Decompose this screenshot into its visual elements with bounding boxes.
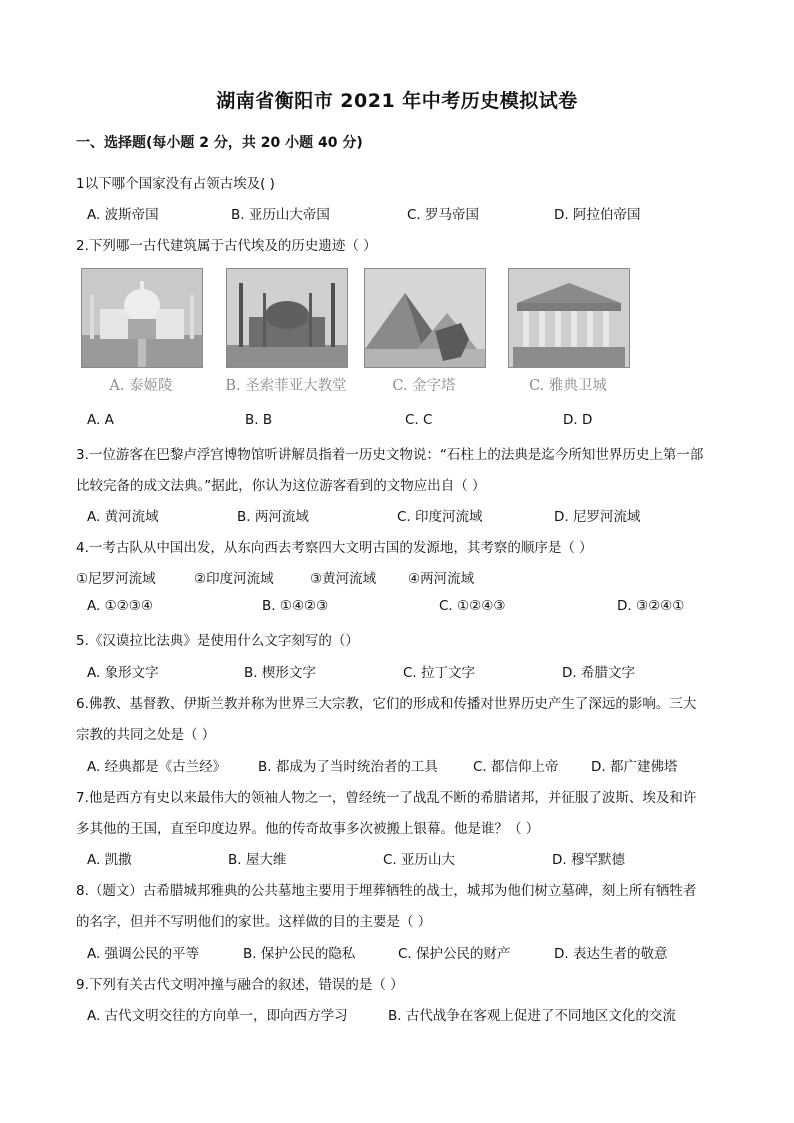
option-a[interactable]: A. 波斯帝国: [87, 207, 159, 223]
option-a[interactable]: A. 古代文明交往的方向单一，即向西方学习: [87, 1008, 348, 1024]
question-4-options: [87, 598, 727, 618]
option-d[interactable]: D. 尼罗河流域: [554, 509, 641, 525]
taj-mahal-photo: [81, 268, 203, 368]
image-caption-d: C. 雅典卫城: [529, 378, 607, 394]
question-3-options: [87, 505, 727, 525]
option-c[interactable]: C. 保护公民的财产: [398, 946, 511, 962]
option-a[interactable]: A. 凯撒: [87, 852, 132, 868]
option-a[interactable]: A. ①②③④: [87, 598, 153, 614]
option-b[interactable]: B. 屋大维: [228, 852, 287, 868]
option-b[interactable]: B. 都成为了当时统治者的工具: [258, 759, 438, 775]
option-b[interactable]: B. 保护公民的隐私: [243, 946, 356, 962]
option-c[interactable]: C. 拉丁文字: [403, 665, 476, 681]
image-caption-c: C. 金字塔: [392, 378, 456, 394]
question-6-options: [87, 755, 727, 775]
question-8-options: [87, 942, 727, 962]
question-4-items: [76, 567, 716, 587]
option-a[interactable]: A. 经典都是《古兰经》: [87, 759, 227, 775]
option-c[interactable]: C. 罗马帝国: [407, 207, 480, 223]
option-a[interactable]: A. 象形文字: [87, 665, 159, 681]
image-caption-a: A. 泰姬陵: [109, 378, 173, 394]
question-7-stem-line-1: 7.他是西方有史以来最伟大的领袖人物之一，曾经统一了战乱不断的希腊诸邦，并征服了波斯、埃及和许: [76, 790, 697, 806]
option-a[interactable]: A. A: [87, 412, 114, 428]
pyramid-photo: [364, 268, 486, 368]
question-9-stem: 9.下列有关古代文明冲撞与融合的叙述，错误的是（ ）: [76, 977, 404, 993]
option-c[interactable]: C. 亚历山大: [383, 852, 456, 868]
question-1-options: [87, 203, 727, 223]
question-1-stem: 1以下哪个国家没有占领古埃及( ): [76, 176, 275, 192]
option-d[interactable]: D. 阿拉伯帝国: [554, 207, 641, 223]
image-caption-b: B. 圣索菲亚大教堂: [225, 378, 347, 394]
question-9-options: [87, 1004, 727, 1024]
item-3: ③黄河流域: [310, 571, 377, 587]
option-a[interactable]: A. 强调公民的平等: [87, 946, 200, 962]
hagia-sophia-photo: [226, 268, 348, 368]
option-d[interactable]: D. 希腊文字: [562, 665, 635, 681]
option-b[interactable]: B. ①④②③: [262, 598, 329, 614]
question-3-stem-line-2: 比较完备的成文法典。”据此，你认为这位游客看到的文物应出自（ ）: [76, 478, 486, 494]
item-2: ②印度河流域: [194, 571, 274, 587]
question-2-stem: 2.下列哪一古代建筑属于古代埃及的历史遗迹（ ）: [76, 238, 377, 254]
section-heading: 一、选择题(每小题 2 分，共 20 小题 40 分): [76, 135, 363, 151]
option-c[interactable]: C. 都信仰上帝: [473, 759, 559, 775]
exam-title: 湖南省衡阳市 2021 年中考历史模拟试卷: [216, 90, 578, 112]
option-d[interactable]: D. 都广建佛塔: [591, 759, 678, 775]
question-7-options: [87, 848, 727, 868]
option-d[interactable]: D. 穆罕默德: [552, 852, 625, 868]
question-3-stem-line-1: 3.一位游客在巴黎卢浮宫博物馆听讲解员指着一历史文物说：“石柱上的法典是迄今所知世界历史上第一部: [76, 447, 704, 463]
option-b[interactable]: B. 两河流域: [237, 509, 309, 525]
question-8-stem-line-1: 8.（题文）古希腊城邦雅典的公共墓地主要用于埋葬牺牲的战士，城邦为他们树立墓碑，刻上所有牺牲者: [76, 883, 697, 899]
option-b[interactable]: B. B: [245, 412, 273, 428]
option-b[interactable]: B. 古代战争在客观上促进了不同地区文化的交流: [388, 1008, 676, 1024]
question-6-stem-line-2: 宗教的共同之处是（ ）: [76, 727, 216, 743]
question-4-stem: 4.一考古队从中国出发，从东向西去考察四大文明古国的发源地，其考察的顺序是（ ）: [76, 540, 593, 556]
option-b[interactable]: B. 楔形文字: [244, 665, 316, 681]
option-c[interactable]: C. 印度河流域: [397, 509, 483, 525]
option-d[interactable]: D. 表达生者的敬意: [554, 946, 668, 962]
option-c[interactable]: C. C: [405, 412, 433, 428]
option-d[interactable]: D. D: [563, 412, 593, 428]
question-2-options: [87, 412, 727, 432]
question-5-options: [87, 661, 727, 681]
option-a[interactable]: A. 黄河流域: [87, 509, 159, 525]
question-7-stem-line-2: 多其他的王国，直至印度边界。他的传奇故事多次被搬上银幕。他是谁？（ ）: [76, 821, 540, 837]
parthenon-photo: [508, 268, 630, 368]
item-4: ④两河流域: [408, 571, 475, 587]
option-d[interactable]: D. ③②④①: [617, 598, 685, 614]
option-c[interactable]: C. ①②④③: [439, 598, 506, 614]
option-b[interactable]: B. 亚历山大帝国: [231, 207, 330, 223]
question-8-stem-line-2: 的名字，但并不写明他们的家世。这样做的目的主要是（ ）: [76, 914, 432, 930]
question-5-stem: 5.《汉谟拉比法典》是使用什么文字刻写的（）: [76, 633, 359, 649]
item-1: ①尼罗河流域: [76, 571, 156, 587]
question-6-stem-line-1: 6.佛教、基督教、伊斯兰教并称为世界三大宗教，它们的形成和传播对世界历史产生了深远的影响。三大: [76, 696, 697, 712]
